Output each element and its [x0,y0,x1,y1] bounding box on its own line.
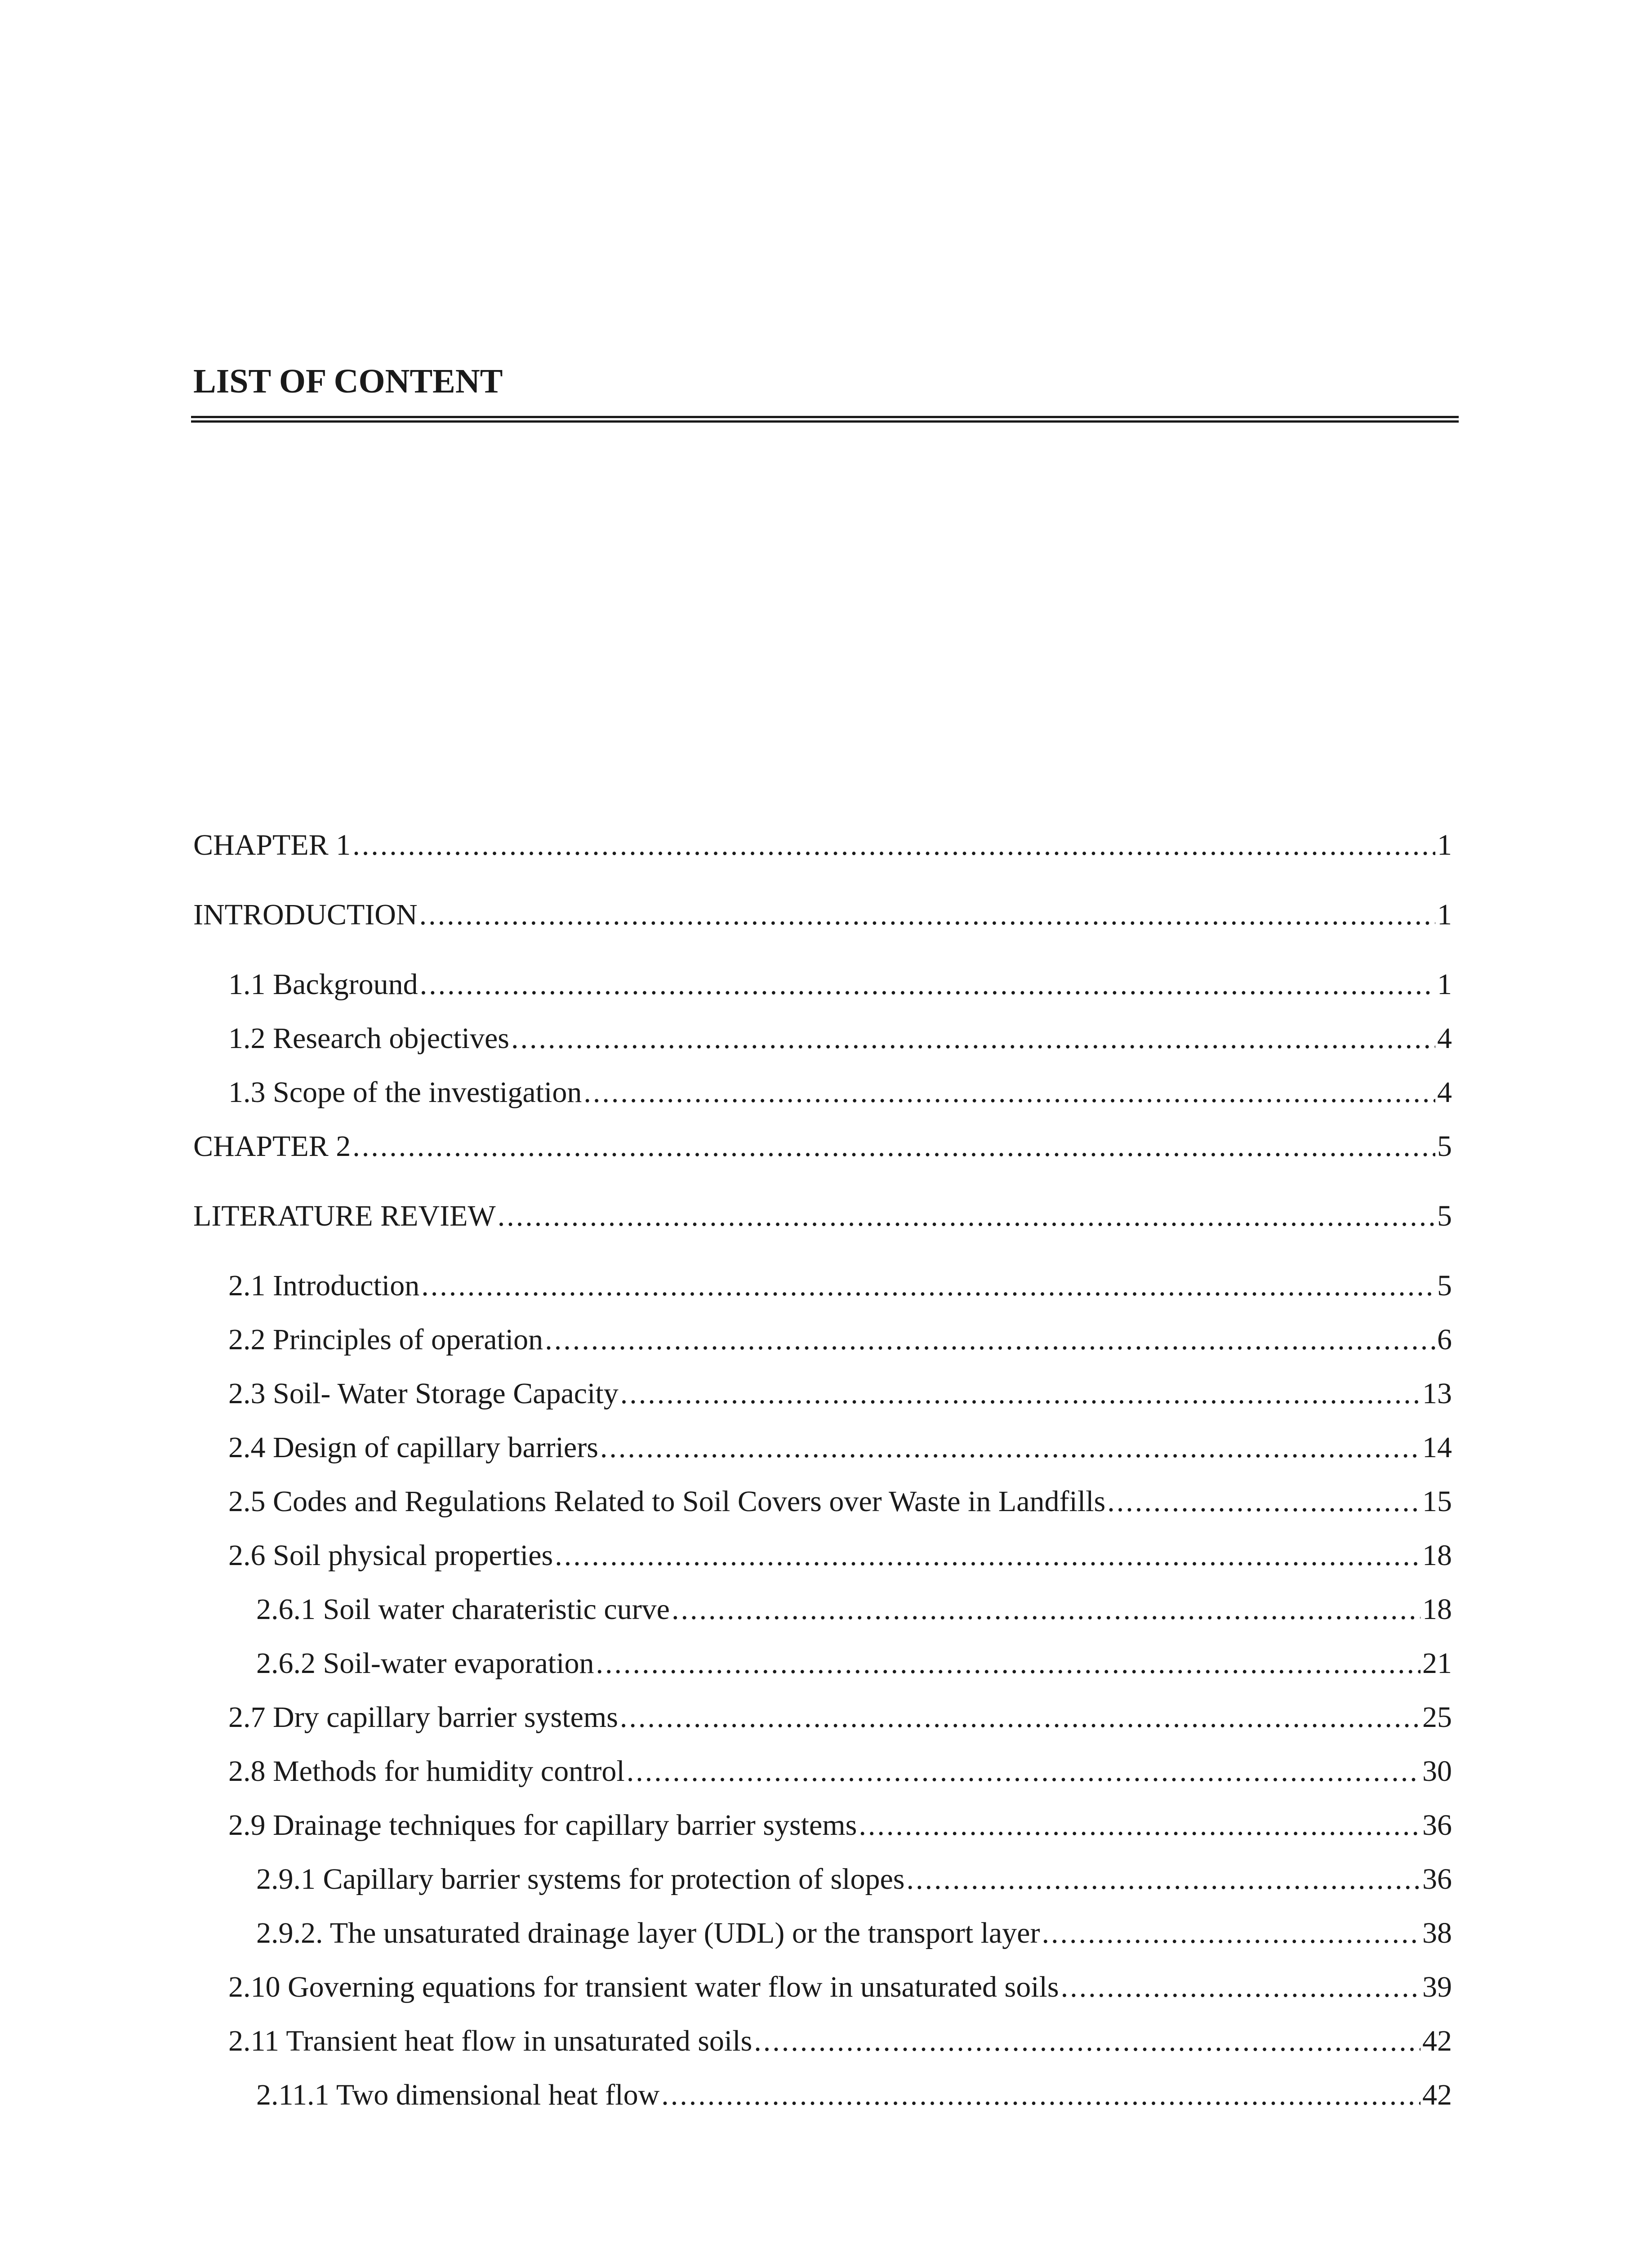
toc-entry-title: 2.3 Soil- Water Storage Capacity [228,1377,619,1410]
toc-dot-leader [420,967,1435,1003]
toc-dot-leader [545,1322,1435,1358]
toc-page-number: 18 [1422,1593,1452,1626]
toc-entry [193,1268,1452,1304]
toc-entry-title: 2.6 Soil physical properties [228,1539,553,1572]
toc-entry [193,1198,1452,1234]
toc-dot-leader [421,1268,1435,1304]
toc-entry-title: CHAPTER 2 [193,1130,351,1163]
toc-entry-title: LITERATURE REVIEW [193,1200,496,1232]
title-rule-bottom [191,420,1459,423]
toc-page-number: 42 [1422,2025,1452,2057]
toc-entry [193,1807,1452,1843]
toc-page-number: 1 [1437,898,1452,931]
toc-dot-leader [1107,1484,1420,1520]
toc-entry [193,1915,1452,1951]
toc-entry [193,1861,1452,1897]
toc-page-number: 5 [1437,1130,1452,1163]
toc-dot-leader [859,1807,1420,1843]
toc-dot-leader [583,1075,1435,1111]
toc-page-number: 13 [1422,1377,1452,1410]
toc-entry-title: 2.6.1 Soil water charateristic curve [256,1593,670,1626]
toc-entry [193,2077,1452,2113]
toc-entry-title: 2.9 Drainage techniques for capillary barrier systems [228,1809,857,1842]
toc-entry-title: INTRODUCTION [193,898,418,931]
toc-dot-leader [600,1430,1420,1466]
toc-page-number: 15 [1422,1485,1452,1518]
toc-entry-title: 1.3 Scope of the investigation [228,1076,582,1109]
toc-page-number: 1 [1437,968,1452,1001]
toc-entry-title: 1.2 Research objectives [228,1022,509,1055]
toc-entry [193,1075,1452,1111]
toc-entry-title: 1.1 Background [228,968,418,1001]
toc-entry [193,2023,1452,2059]
toc-entry-title: 2.7 Dry capillary barrier systems [228,1701,618,1734]
toc-entry [193,1128,1452,1164]
toc-entry [193,1376,1452,1412]
page-title: LIST OF CONTENT [193,362,503,400]
toc-entry-title: CHAPTER 1 [193,829,351,861]
toc-page-number: 14 [1422,1431,1452,1464]
toc-entry [193,897,1452,933]
toc-entry-title: 2.9.1 Capillary barrier systems for protection of slopes [256,1863,905,1896]
toc-page-number: 30 [1422,1755,1452,1788]
toc-entry [193,1021,1452,1057]
toc-entry-title: 2.6.2 Soil-water evaporation [256,1647,594,1680]
toc-entry [193,1646,1452,1682]
toc-dot-leader [627,1753,1420,1789]
toc-entry [193,1484,1452,1520]
toc-page-number: 39 [1422,1971,1452,2003]
toc-entry [193,827,1452,863]
toc-page-number: 1 [1437,829,1452,861]
toc-page-number: 38 [1422,1917,1452,1949]
toc-dot-leader [352,827,1435,863]
toc-entry [193,967,1452,1003]
toc-page-number: 18 [1422,1539,1452,1572]
toc-dot-leader [1042,1915,1420,1951]
toc-entry-title: 2.5 Codes and Regulations Related to Soil Covers over Waste in Landfills [228,1485,1106,1518]
toc-entry [193,1699,1452,1735]
toc-page-number: 42 [1422,2079,1452,2111]
title-rule-top [191,416,1459,418]
toc-page-number: 36 [1422,1863,1452,1896]
toc-dot-leader [1061,1969,1420,2005]
toc-entry [193,1592,1452,1628]
toc-entry [193,1969,1452,2005]
toc-dot-leader [511,1021,1435,1057]
toc-entry-title: 2.11.1 Two dimensional heat flow [256,2079,660,2111]
toc-page-number: 4 [1437,1076,1452,1109]
toc-dot-leader [672,1592,1420,1628]
toc-page-number: 5 [1437,1269,1452,1302]
toc-entry [193,1430,1452,1466]
toc-page-number: 21 [1422,1647,1452,1680]
toc-dot-leader [661,2077,1420,2113]
toc-dot-leader [754,2023,1420,2059]
toc-entry-title: 2.9.2. The unsaturated drainage layer (UDL) or the transport layer [256,1917,1040,1949]
toc-page-number: 25 [1422,1701,1452,1734]
toc-dot-leader [620,1699,1420,1735]
toc-dot-leader [352,1128,1435,1164]
toc-dot-leader [498,1198,1435,1234]
toc-entry [193,1753,1452,1789]
toc-entry-title: 2.2 Principles of operation [228,1323,543,1356]
toc-dot-leader [620,1376,1420,1412]
toc-entry-title: 2.11 Transient heat flow in unsaturated soils [228,2025,753,2057]
toc-dot-leader [596,1646,1420,1682]
toc-entry-title: 2.8 Methods for humidity control [228,1755,625,1788]
toc-entry-title: 2.10 Governing equations for transient water flow in unsaturated soils [228,1971,1059,2003]
toc-page-number: 36 [1422,1809,1452,1842]
toc-dot-leader [555,1538,1420,1574]
toc-dot-leader [419,897,1435,933]
toc-entry [193,1538,1452,1574]
toc-page-number: 5 [1437,1200,1452,1232]
toc-page-number: 4 [1437,1022,1452,1055]
toc-dot-leader [907,1861,1421,1897]
toc-entry-title: 2.1 Introduction [228,1269,420,1302]
toc-page-number: 6 [1437,1323,1452,1356]
toc-entry-title: 2.4 Design of capillary barriers [228,1431,598,1464]
toc-entry [193,1322,1452,1358]
